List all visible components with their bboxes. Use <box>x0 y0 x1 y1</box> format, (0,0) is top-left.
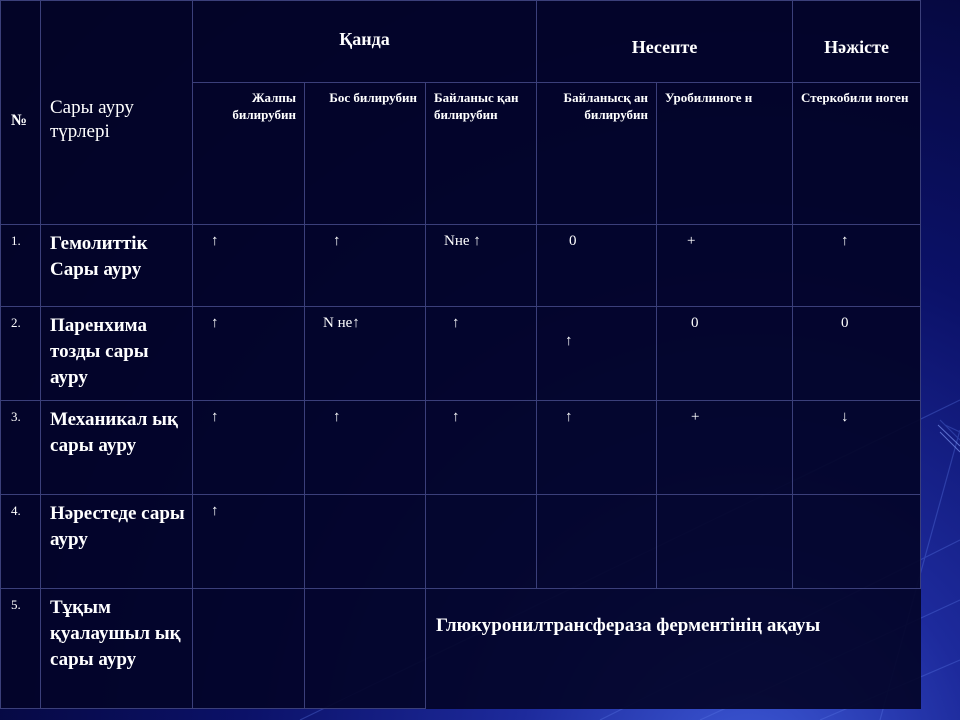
urobilinogen-header <box>657 83 793 225</box>
cell-bound-blood: ↑ <box>452 315 460 331</box>
number-sign: № <box>11 111 28 129</box>
table-row <box>1 401 921 495</box>
bound-bilirubin-urine-label: Байланысқ ан билирубин <box>563 90 649 122</box>
urine-header-cell <box>537 1 793 83</box>
cell-stercobilinogen: ↑ <box>841 233 849 249</box>
blood-header-cell <box>193 1 537 83</box>
row-number: 3. <box>11 409 21 424</box>
urine-title: Несепте <box>631 37 698 57</box>
table-row <box>1 495 921 589</box>
cell-stercobilinogen: ↓ <box>841 409 849 425</box>
types-title: Сары ауру түрлері <box>50 96 134 142</box>
cell-total: ↑ <box>211 233 219 249</box>
cell-free: N не↑ <box>323 315 360 331</box>
cell-stercobilinogen <box>793 495 920 503</box>
cell-total: ↑ <box>211 409 219 425</box>
total-bilirubin-label: Жалпы билирубин <box>232 90 296 122</box>
stool-title: Нәжісте <box>824 37 889 57</box>
cell-bound-blood <box>426 495 536 503</box>
cell-free: ↑ <box>333 233 341 249</box>
cell-total: ↑ <box>211 315 219 331</box>
cell-urobilinogen <box>657 495 792 503</box>
table-row <box>1 307 921 401</box>
enzyme-defect-note: Глюкуронилтрансфераза ферментінің ақауы <box>436 615 821 636</box>
cell-bound-urine: 0 <box>569 233 577 249</box>
cell-bound-blood: ↑ <box>452 409 460 425</box>
cell-free: ↑ <box>333 409 341 425</box>
bound-bilirubin-blood-label: Байланыс қан билирубин <box>434 90 519 122</box>
row-number: 5. <box>11 597 21 612</box>
row-number: 4. <box>11 503 21 518</box>
cell-bound-urine <box>537 495 656 503</box>
header-row-top <box>1 1 921 83</box>
cell-free <box>305 495 425 503</box>
bound-bilirubin-urine-header <box>537 83 657 225</box>
number-header-cell <box>1 1 41 225</box>
cell-total: ↑ <box>211 503 219 519</box>
stool-header-cell <box>793 1 921 83</box>
row-name: Паренхима тозды сары ауру <box>50 315 149 388</box>
row-name: Тұқым қуалаушыл ық сары ауру <box>50 597 181 670</box>
free-bilirubin-label: Бос билирубин <box>329 90 417 105</box>
total-bilirubin-header <box>193 83 305 225</box>
row-number: 1. <box>11 233 21 248</box>
bound-bilirubin-blood-header <box>426 83 537 225</box>
stercobilinogen-label: Стеркобили ноген <box>801 90 909 105</box>
cell-stercobilinogen: 0 <box>841 315 849 331</box>
table-row <box>1 225 921 307</box>
row-name: Нәрестеде сары ауру <box>50 503 185 550</box>
row-number: 2. <box>11 315 21 330</box>
cell-bound-urine: ↑ <box>565 409 573 425</box>
cell-bound-urine: ↑ <box>565 333 573 349</box>
cell-urobilinogen: + <box>691 409 700 425</box>
urobilinogen-label: Уробилиноге н <box>665 90 753 105</box>
row-name: Механикал ық сары ауру <box>50 409 178 456</box>
cell-bound-blood: Nне ↑ <box>444 233 481 249</box>
types-header-cell <box>41 1 193 225</box>
stercobilinogen-header <box>793 83 921 225</box>
blood-title: Қанда <box>339 29 390 49</box>
cell-urobilinogen: + <box>687 233 696 249</box>
cell-urobilinogen: 0 <box>691 315 699 331</box>
table-row <box>1 589 921 709</box>
row-name: Гемолиттік Сары ауру <box>50 233 148 280</box>
enzyme-defect-cell <box>426 589 921 709</box>
free-bilirubin-header <box>305 83 426 225</box>
